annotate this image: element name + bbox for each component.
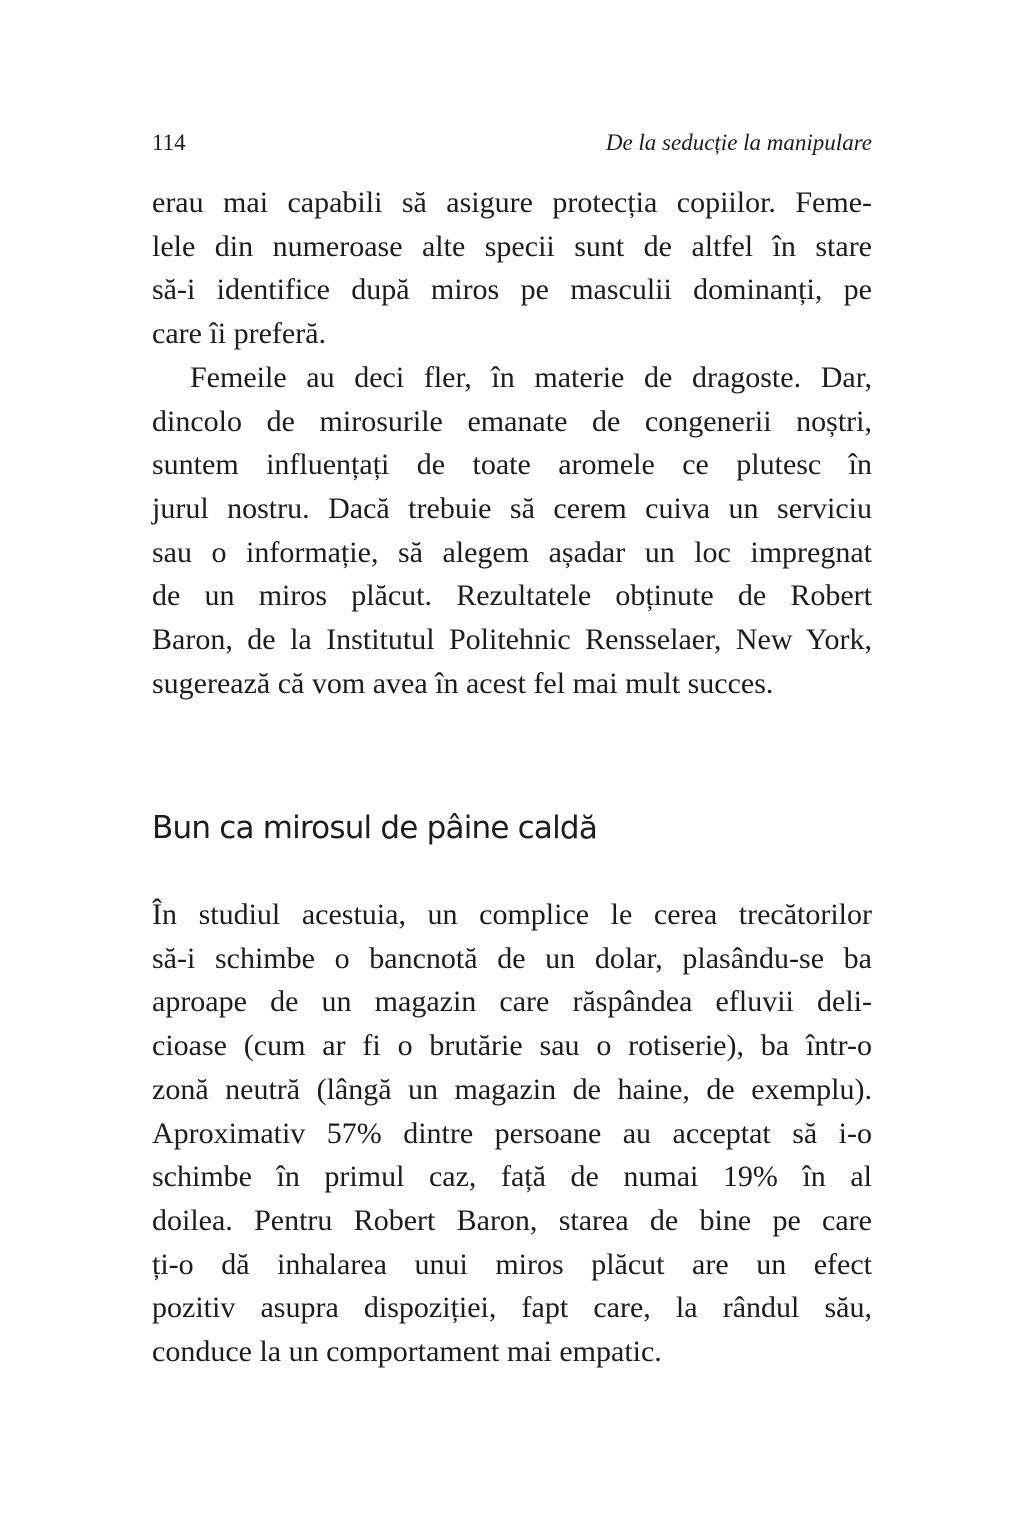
text-line: doilea. Pentru Robert Baron, starea de bine pe care xyxy=(152,1203,872,1237)
text-line: ți-o dă inhalarea unui miros plăcut are un efect xyxy=(152,1247,872,1281)
text-line: de un miros plăcut. Rezultatele obținute de Robert xyxy=(152,579,872,613)
text-line: erau mai capabili să asigure protecția copiilor. Feme- xyxy=(152,186,872,219)
text-line: aproape de un magazin care răspândea efluvii deli- xyxy=(152,985,872,1019)
page-number: 114 xyxy=(152,130,186,155)
text-line: sau o informație, să alegem așadar un loc impregnat xyxy=(152,535,872,569)
text-line: schimbe în primul caz, față de numai 19% în al xyxy=(152,1160,872,1194)
text-line: jurul nostru. Dacă trebuie să cerem cuiva un serviciu xyxy=(152,491,872,525)
section-2-text xyxy=(152,893,872,1374)
text-line: cioase (cum ar fi o brutărie sau o rotiserie), ba într-o xyxy=(152,1029,872,1063)
text-line: Baron, de la Institutul Politehnic Rensselaer, New York, xyxy=(152,623,872,657)
text-line: zonă neutră (lângă un magazin de haine, de exemplu). xyxy=(152,1072,872,1106)
text-line: sugerează că vom avea în acest fel mai mult succes. xyxy=(152,666,774,700)
text-line: În studiul acestuia, un complice le cerea trecătorilor xyxy=(152,898,872,931)
text-line: Femeile au deci fler, în materie de dragoste. Dar, xyxy=(190,360,872,394)
section-1-text xyxy=(152,181,872,705)
section-heading: Bun ca mirosul de pâine caldă xyxy=(152,810,598,846)
text-line: să-i identifice după miros pe masculii dominanți, pe xyxy=(152,273,872,307)
text-line: lele din numeroase alte specii sunt de altfel în stare xyxy=(152,229,872,263)
text-line: dincolo de mirosurile emanate de congenerii noștri, xyxy=(152,404,872,438)
running-title: De la seducție la manipulare xyxy=(605,130,872,155)
text-line: pozitiv asupra dispoziției, fapt care, la rândul său, xyxy=(152,1291,872,1325)
text-line: Aproximativ 57% dintre persoane au acceptat să i-o xyxy=(152,1116,872,1150)
text-line: să-i schimbe o bancnotă de un dolar, plasându-se ba xyxy=(152,941,872,975)
text-line: suntem influențați de toate aromele ce plutesc în xyxy=(152,448,872,482)
text-line: conduce la un comportament mai empatic. xyxy=(152,1335,662,1369)
text-line: care îi preferă. xyxy=(152,317,327,351)
